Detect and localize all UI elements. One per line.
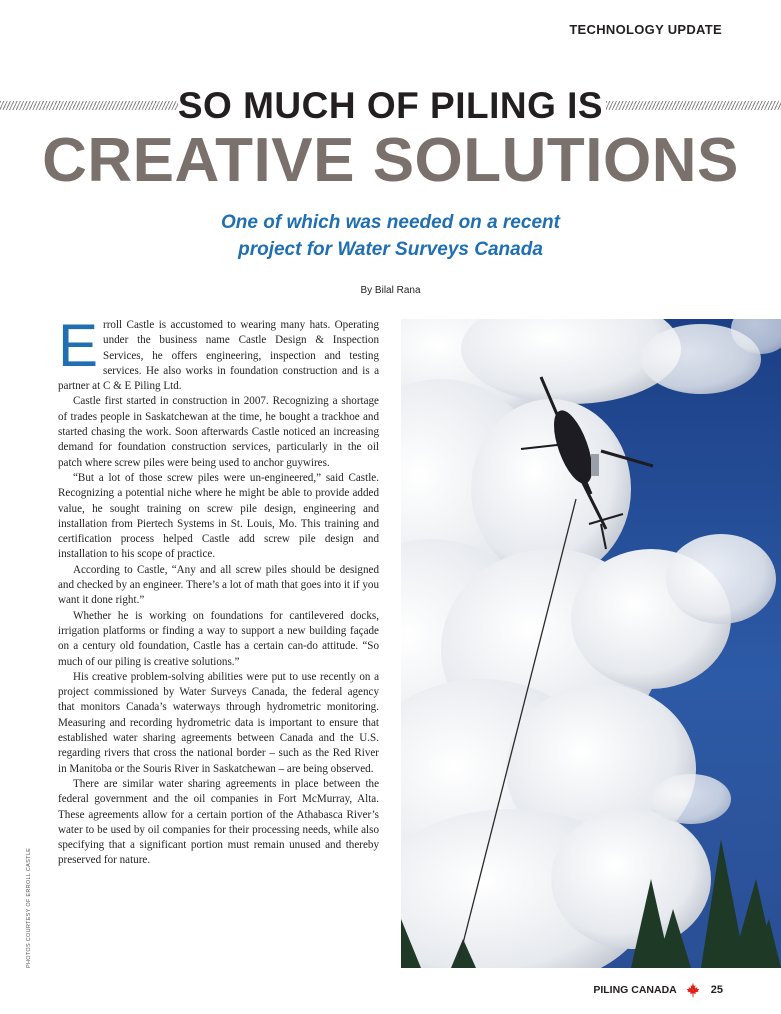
- deck-line-1: One of which was needed on a recent: [221, 212, 560, 233]
- helicopter-photo-illustration: [401, 319, 781, 968]
- paragraph-1-text: rroll Castle is accustomed to wearing many hats. Operating under the business name Castle Design & Inspection Services, he offers engineering, inspection and testing services. He also works in foundation construction and is a partner at C & E Piling Ltd.: [58, 319, 379, 393]
- deck-line-2: project for Water Surveys Canada: [238, 239, 543, 260]
- paragraph-6: His creative problem-solving abilities were put to use recently on a project commissioned by Water Surveys Canada, the federal agency that monitors Canada’s waterways through hydrometric monitoring. Measuring and recording hydrometric data is important to ensure that established water sharing agreements between Canada and the U.S. regarding rivers that cross the national border – such as the Red River in Manitoba or the Souris River in Saskatchewan – are being observed.: [58, 670, 379, 775]
- photo-credit: PHOTOS COURTESY OF ERROLL CASTLE: [26, 847, 32, 968]
- paragraph-5: Whether he is working on foundations for cantilevered docks, irrigation platforms or finding a way to support a new building façade on a century old foundation, Castle has a certain can-do attitude. “So much of our piling is creative solutions.”: [58, 609, 379, 668]
- page-footer: [593, 982, 723, 998]
- deck: [0, 209, 781, 263]
- paragraph-7: There are similar water sharing agreements in place between the federal government and the oil companies in Fort McMurray, Alta. These agreements allow for a certain portion of the Athabasca River’s water to be used by oil companies for their processing needs, while also specifying that a significant portion must remain unused and thereby preserved for nature.: [58, 777, 379, 867]
- paragraph-4: According to Castle, “Any and all screw piles should be designed and checked by an engineer. There’s a lot of math that goes into it if you want it done right.”: [58, 563, 379, 607]
- paragraph-3: “But a lot of those screw piles were un-engineered,” said Castle. Recognizing a potential niche where he might be able to provide added value, he sought training on screw pile design, engineering and installation from Piertech Systems in St. Louis, Mo. This training and certification process helped Castle add screw pile design and installation to his scope of practice.: [58, 471, 379, 561]
- headline-kicker: SO MUCH OF PILING IS: [177, 85, 604, 126]
- helicopter-photo: [401, 319, 781, 968]
- article-body: [58, 312, 379, 869]
- headline: CREATIVE SOLUTIONS: [42, 126, 739, 195]
- section-label: TECHNOLOGY UPDATE: [569, 22, 722, 37]
- page-number: 25: [710, 984, 723, 996]
- paragraph-1: [58, 312, 379, 394]
- publication-name: PILING CANADA: [593, 984, 677, 996]
- byline: By Bilal Rana: [360, 285, 421, 296]
- paragraph-2: Castle first started in construction in 2007. Recognizing a shortage of trades people in Saskatchewan at the time, he bought a trackhoe and started chasing the work. Soon afterwards Castle noticed an increasing demand for foundation construction services, particularly in the oil patch where screw piles were being used to anchor guywires.: [58, 395, 379, 469]
- drop-cap: E: [58, 312, 99, 379]
- maple-leaf-icon: [685, 982, 701, 998]
